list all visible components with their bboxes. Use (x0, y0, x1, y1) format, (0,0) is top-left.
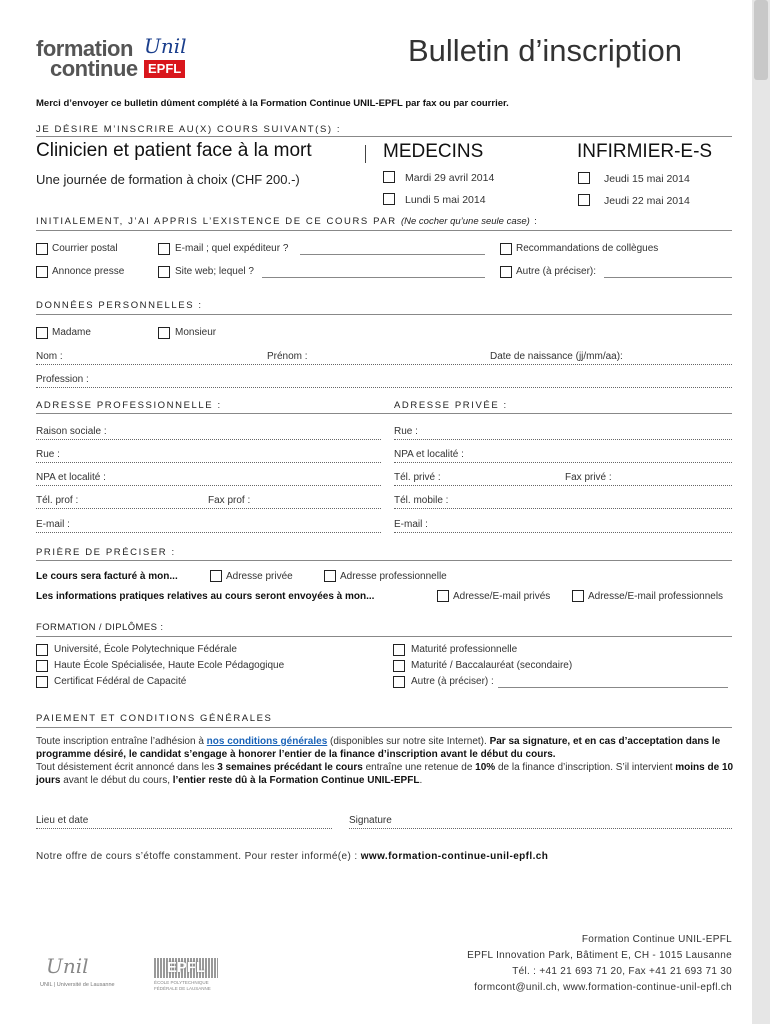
label-lieu-date: Lieu et date (36, 815, 89, 826)
source-checkbox-presse[interactable] (36, 266, 48, 278)
source-label-recommandations: Recommandations de collègues (516, 243, 659, 254)
unil-footer-caption: UNIL | Université de Lausanne (40, 982, 115, 988)
label-fax-priv: Fax privé : (565, 472, 612, 483)
formation-section-title: FORMATION / DIPLÔMES : (36, 622, 164, 633)
label-fax-prof: Fax prof : (208, 495, 251, 506)
label-npa-pro: NPA et localité : (36, 472, 106, 483)
label-profession: Profession : (36, 374, 89, 385)
label-tel-priv: Tél. privé : (394, 472, 441, 483)
intro-text: Merci d’envoyer ce bulletin dûment complété à la Formation Continue UNIL-EPFL par fax ou par courrier. (36, 98, 509, 109)
facture-checkbox-privee[interactable] (210, 570, 222, 582)
label-monsieur: Monsieur (175, 327, 217, 338)
date-checkbox-infirmiers-1[interactable] (578, 172, 590, 184)
scrollbar-thumb[interactable] (754, 0, 768, 80)
conditions-link[interactable]: nos conditions générales (206, 736, 328, 747)
email-priv-field[interactable] (394, 532, 732, 533)
scrollbar[interactable] (752, 0, 770, 1024)
facture-label-privee: Adresse privée (226, 571, 293, 582)
payment-p2-b2: 10% (475, 762, 496, 773)
logo-epfl: EPFL (144, 60, 185, 78)
label-npa-priv: NPA et localité : (394, 449, 464, 460)
source-label-web: Site web; lequel ? (175, 266, 254, 277)
page-title: Bulletin d’inscription (408, 33, 682, 68)
group-medecins: MEDECINS (383, 141, 484, 162)
checkbox-monsieur[interactable] (158, 327, 170, 339)
precise-section-title: PRIÈRE DE PRÉCISER : (36, 547, 176, 558)
rue-priv-field[interactable] (394, 439, 732, 440)
source-checkbox-email[interactable] (158, 243, 170, 255)
source-section-note: (Ne cocher qu’une seule case) (400, 216, 530, 227)
formation-label-autre: Autre (à préciser) : (411, 676, 494, 687)
date-medecins-2: Lundi 5 mai 2014 (405, 194, 486, 206)
formation-checkbox-hes[interactable] (36, 660, 48, 672)
epfl-footer-wordmark: EPFL (154, 958, 218, 978)
infos-label-prives: Adresse/E-mail privés (453, 591, 551, 602)
infos-label: Les informations pratiques relatives au cours seront envoyées à mon... (36, 591, 375, 602)
infos-checkbox-prives[interactable] (437, 590, 449, 602)
footer-email: formcont@unil.ch, www.formation-continue-unil-epfl.ch (474, 982, 732, 993)
formation-label-hes: Haute École Spécialisée, Haute Ecole Pédagogique (54, 660, 285, 671)
source-label-email: E-mail ; quel expéditeur ? (175, 243, 289, 254)
payment-p1-bold: Par sa signature, et en cas d’acceptation dans le programme désiré, le candidat s’engage à honorer l’entier de la finance d’inscription avant le début du cours. (36, 736, 721, 760)
formation-label-matu-bac: Maturité / Baccalauréat (secondaire) (411, 660, 573, 671)
formation-checkbox-matu-bac[interactable] (393, 660, 405, 672)
npa-priv-field[interactable] (394, 462, 732, 463)
course-divider (365, 145, 366, 163)
formation-label-universite: Université, École Polytechnique Fédérale (54, 644, 237, 655)
formation-label-cfc: Certificat Fédéral de Capacité (54, 676, 187, 687)
source-email-field[interactable] (300, 254, 485, 255)
source-checkbox-autre[interactable] (500, 266, 512, 278)
offer-lead: Notre offre de cours s’étoffe constamment. Pour rester informé(e) : (36, 851, 361, 862)
payment-p2-b3: moins de 10 jours (36, 762, 734, 786)
source-section-label: INITIALEMENT, J’AI APPRIS L’EXISTENCE DE CE COURS PAR (36, 216, 397, 227)
payment-p1-b: (disponibles sur notre site Internet). (327, 736, 490, 747)
course-title: Clinicien et patient face à la mort (36, 140, 312, 161)
infos-checkbox-pro[interactable] (572, 590, 584, 602)
date-infirmiers-2: Jeudi 22 mai 2014 (604, 195, 690, 207)
payment-p2-d: de la finance d’inscription. S’il intervient (495, 762, 676, 773)
label-email-priv: E-mail : (394, 519, 428, 530)
divider (36, 314, 732, 315)
formation-continue-logo (36, 34, 187, 84)
rue-pro-field[interactable] (36, 462, 381, 463)
divider (36, 560, 732, 561)
offer-text (36, 851, 548, 862)
label-rue-pro: Rue : (36, 449, 60, 460)
group-infirmiers: INFIRMIER-E-S (577, 141, 713, 162)
payment-p2-c: entraîne une retenue de (362, 762, 476, 773)
pro-address-section: ADRESSE PROFESSIONNELLE : (36, 400, 222, 411)
source-autre-field[interactable] (604, 277, 732, 278)
label-tel-prof: Tél. prof : (36, 495, 79, 506)
divider (36, 136, 732, 137)
date-infirmiers-1: Jeudi 15 mai 2014 (604, 173, 690, 185)
footer-phone: Tél. : +41 21 693 71 20, Fax +41 21 693 71 30 (512, 966, 732, 977)
unil-footer-wordmark: Unil (46, 954, 89, 978)
payment-p2-b4: l’entier reste dû à la Formation Continue UNIL-EPFL (172, 775, 420, 786)
label-email-pro: E-mail : (36, 519, 70, 530)
epfl-footer-caption: ÉCOLE POLYTECHNIQUE FÉDÉRALE DE LAUSANNE (154, 980, 211, 991)
payment-p2-b1: 3 semaines précédant le cours (217, 762, 363, 773)
date-checkbox-medecins-1[interactable] (383, 171, 395, 183)
label-signature: Signature (349, 815, 392, 826)
payment-p2-f: . (419, 775, 423, 786)
priv-address-section: ADRESSE PRIVÉE : (394, 400, 508, 411)
divider (36, 727, 732, 728)
source-section-end: : (534, 216, 539, 227)
date-checkbox-medecins-2[interactable] (383, 193, 395, 205)
formation-checkbox-cfc[interactable] (36, 676, 48, 688)
course-subtitle: Une journée de formation à choix (CHF 200.-) (36, 172, 300, 187)
payment-p2-a: Tout désistement écrit annoncé dans les (36, 762, 218, 773)
mobile-field[interactable] (394, 508, 732, 509)
facture-label: Le cours sera facturé à mon... (36, 571, 178, 582)
formation-checkbox-universite[interactable] (36, 644, 48, 656)
offer-url[interactable]: www.formation-continue-unil-epfl.ch (360, 851, 549, 862)
label-mobile: Tél. mobile : (394, 495, 449, 506)
label-naissance: Date de naissance (jj/mm/aa): (490, 351, 623, 362)
unil-footer-logo (40, 954, 140, 994)
facture-checkbox-pro[interactable] (324, 570, 336, 582)
lieu-date-field[interactable] (36, 828, 332, 829)
payment-section-title: PAIEMENT ET CONDITIONS GÉNÉRALES (36, 713, 273, 724)
label-prenom: Prénom : (267, 351, 308, 362)
source-section-title (36, 216, 538, 227)
signature-field[interactable] (349, 828, 732, 829)
date-medecins-1: Mardi 29 avril 2014 (405, 172, 495, 184)
payment-paragraph-1 (36, 735, 736, 761)
npa-pro-field[interactable] (36, 485, 381, 486)
infos-label-pro: Adresse/E-mail professionnels (588, 591, 724, 602)
divider (36, 413, 732, 414)
checkbox-madame[interactable] (36, 327, 48, 339)
email-pro-field[interactable] (36, 532, 381, 533)
source-checkbox-web[interactable] (158, 266, 170, 278)
label-nom: Nom : (36, 351, 63, 362)
payment-p2-e: avant le début du cours, (60, 775, 173, 786)
profession-field[interactable] (36, 387, 732, 388)
formation-checkbox-matu-pro[interactable] (393, 644, 405, 656)
source-web-field[interactable] (262, 277, 485, 278)
facture-label-pro: Adresse professionnelle (340, 571, 447, 582)
footer-address: EPFL Innovation Park, Bâtiment E, CH - 1015 Lausanne (467, 950, 732, 961)
tel-priv-field[interactable] (394, 485, 732, 486)
logo-unil: Unil (144, 34, 187, 58)
date-checkbox-infirmiers-2[interactable] (578, 194, 590, 206)
nom-field[interactable] (36, 364, 732, 365)
formation-label-matu-pro: Maturité professionnelle (411, 644, 518, 655)
label-raison: Raison sociale : (36, 426, 107, 437)
raison-field[interactable] (36, 439, 381, 440)
footer-org: Formation Continue UNIL-EPFL (581, 934, 732, 945)
source-checkbox-courrier[interactable] (36, 243, 48, 255)
logo-line2: continue (50, 56, 138, 81)
payment-paragraph-2 (36, 761, 736, 787)
logo-line1: formation (36, 36, 133, 61)
label-rue-priv: Rue : (394, 426, 418, 437)
epfl-footer-logo (154, 958, 224, 996)
source-label-courrier: Courrier postal (52, 243, 118, 254)
source-checkbox-recommandations[interactable] (500, 243, 512, 255)
tel-prof-field[interactable] (36, 508, 381, 509)
formation-checkbox-autre[interactable] (393, 676, 405, 688)
label-madame: Madame (52, 327, 91, 338)
divider (36, 230, 732, 231)
footer-contact (380, 932, 732, 996)
personal-section-title: DONNÉES PERSONNELLES : (36, 300, 203, 311)
divider (36, 636, 732, 637)
payment-p1-a: Toute inscription entraîne l’adhésion à (36, 736, 207, 747)
formation-autre-field[interactable] (498, 687, 728, 688)
source-label-autre: Autre (à préciser): (516, 266, 597, 277)
source-label-presse: Annonce presse (52, 266, 125, 277)
course-section-title: JE DÉSIRE M’INSCRIRE AU(X) COURS SUIVANT(S) : (36, 124, 342, 135)
